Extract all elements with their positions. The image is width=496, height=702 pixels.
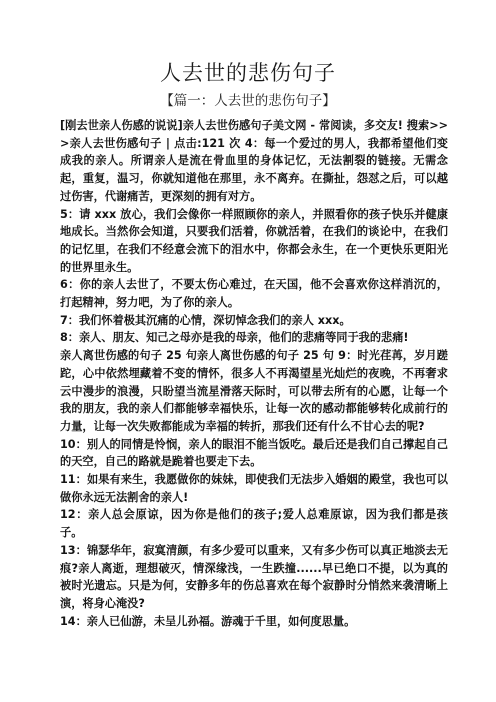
paragraph: 亲人离世伤感的句子 25 句亲人离世伤感的句子 25 句 9：时光荏苒，岁月蹉跎，心中依然埋藏着不变的情怀，很多人不再渴望星光灿烂的夜晚，不再奢求云中漫步的浪漫，只盼望当流星滑落天际时，可以带去所有的心愿，让每一个我的朋友，我的亲人们都能够幸福快乐，让每一次的感动都能够转化成前行的力量，让每一次失败都能成为幸福的转折，那我们还有什么不甘心去的呢? [60,349,448,433]
paragraph: [刚去世亲人伤感的说说]亲人去世伤感句子美文网 - 常阅读，多交友! 搜索>>>亲人去世伤感句子 | 点击:121 次 4：每一个爱过的男人，我都希望他们变成我的亲人。所谓亲人是流在骨血里的身体记忆，无法割裂的链接。无需念起，重复，温习，你就知道他在那里，永不离弃。在撕扯，怨怼之后，可以越过伤害，代谢痛苦，更深刻的拥有对方。 [60,119,448,203]
paragraph: 11：如果有来生，我愿做你的妹妹，即使我们无法步入婚姻的殿堂，我也可以做你永远无法割舍的亲人! [60,473,448,504]
document-title: 人去世的悲伤句子 [160,61,336,85]
paragraph: 8：亲人、朋友、知己之母亦是我的母亲，他们的悲痛等同于我的悲痛! [60,331,409,345]
section-heading: 【篇一：人去世的悲伤句子】 [160,93,336,109]
paragraph: 14：亲人已仙游，未呈儿孙福。游魂于千里，如何度思量。 [60,614,356,628]
paragraph: 7：我们怀着极其沉痛的心情，深切悼念我们的亲人 xxx。 [60,313,351,327]
paragraph: 13：锦瑟华年，寂寞清颜，有多少爱可以重来，又有多少伤可以真正地淡去无痕?亲人离逝，理想破灭，情深缘浅，一生跌撞......早已绝口不提，以为真的被时光遗忘。只是为何，安静多年的伤总喜欢在每个寂静时分悄然来袭清晰上演，将身心淹没? [60,543,448,610]
paragraph: 6：你的亲人去世了，不要太伤心难过，在天国，他不会喜欢你这样消沉的，打起精神，努力吧，为了你的亲人。 [60,278,448,310]
paragraph: 5：请 xxx 放心，我们会像你一样照顾你的亲人，并照看你的孩子快乐并健康地成长。当然你会知道，只要我们活着，你就活着，在我们的谈论中，在我们的记忆里，在我们不经意会流下的泪水中，你都会永生，在一个更快乐更阳光的世界里永生。 [60,207,448,274]
paragraph: 12：亲人总会原谅，因为你是他们的孩子;爱人总难原谅，因为我们都是孩子。 [60,508,448,540]
document-body [60,117,448,630]
paragraph: 10：别人的同情是怜悯，亲人的眼泪不能当饭吃。最后还是我们自己撑起自己的天空，自己的路就是跪着也要走下去。 [60,437,448,469]
